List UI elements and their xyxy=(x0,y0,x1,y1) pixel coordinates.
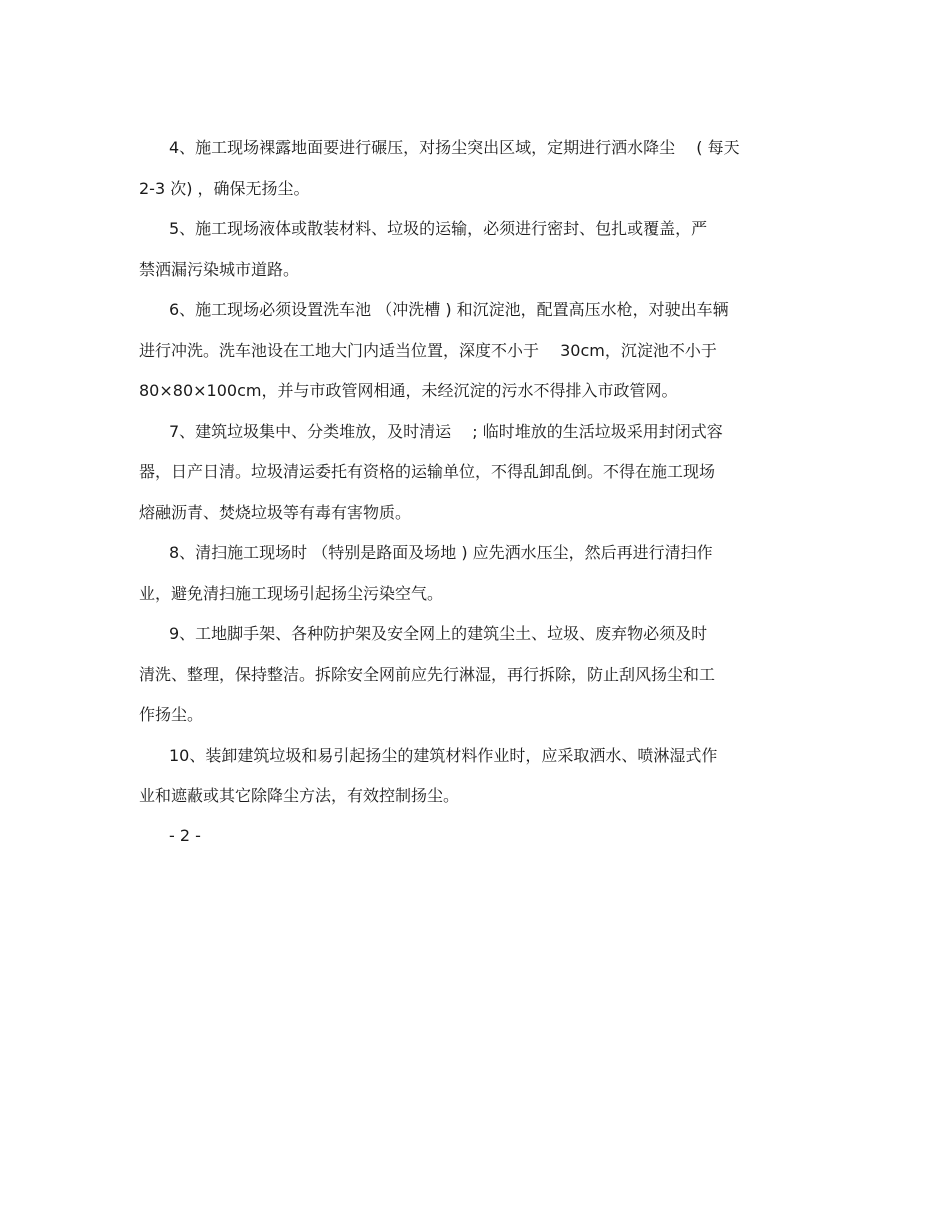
text-line: 2-3 次) ，确保无扬尘。 xyxy=(139,178,310,198)
text-line: 7、建筑垃圾集中、分类堆放，及时清运 ; 临时堆放的生活垃圾采用封闭式容 xyxy=(169,421,723,441)
text-line: 6、施工现场必须设置洗车池 （冲洗槽 ) 和沉淀池，配置高压水枪，对驶出车辆 xyxy=(169,300,729,319)
text-line: 禁洒漏污染城市道路。 xyxy=(139,259,300,279)
paragraph-item-4 xyxy=(139,128,811,209)
text-line: 器，日产日清。垃圾清运委托有资格的运输单位，不得乱卸乱倒。不得在施工现场 xyxy=(139,462,716,481)
text-line: 80×80×100cm，并与市政管网相通，未经沉淀的污水不得排入市政管网。 xyxy=(139,381,678,400)
text-line: 5、施工现场液体或散装材料、垃圾的运输，必须进行密封、包扎或覆盖，严 xyxy=(169,219,708,238)
paragraph-item-5 xyxy=(139,209,811,290)
paragraph-item-9 xyxy=(139,614,811,736)
text-line: 熔融沥青、焚烧垃圾等有毒有害物质。 xyxy=(139,502,412,522)
text-line: 进行冲洗。洗车池设在工地大门内适当位置，深度不小于 30cm，沉淀池不小于 xyxy=(139,340,717,360)
text-line: 10、装卸建筑垃圾和易引起扬尘的建筑材料作业时，应采取洒水、喷淋湿式作 xyxy=(169,745,718,765)
document-body xyxy=(139,128,811,817)
text-line: 业，避免清扫施工现场引起扬尘污染空气。 xyxy=(139,583,444,603)
text-line: 作扬尘。 xyxy=(139,705,204,724)
paragraph-item-10 xyxy=(139,736,811,817)
paragraph-item-6 xyxy=(139,290,811,412)
paragraph-item-8 xyxy=(139,533,811,614)
text-line: 4、施工现场裸露地面要进行碾压，对扬尘突出区域，定期进行洒水降尘 ( 每天 xyxy=(169,138,740,157)
text-line: 清洗、整理，保持整洁。拆除安全网前应先行淋湿，再行拆除，防止刮风扬尘和工 xyxy=(139,664,716,684)
text-line: 8、清扫施工现场时 （特别是路面及场地 ) 应先洒水压尘，然后再进行清扫作 xyxy=(169,543,713,562)
paragraph-item-7 xyxy=(139,412,811,534)
text-line: 业和遮蔽或其它除降尘方法，有效控制扬尘。 xyxy=(139,786,460,805)
page-number: - 2 - xyxy=(169,826,201,845)
text-line: 9、工地脚手架、各种防护架及安全网上的建筑尘土、垃圾、废弃物必须及时 xyxy=(169,624,708,643)
